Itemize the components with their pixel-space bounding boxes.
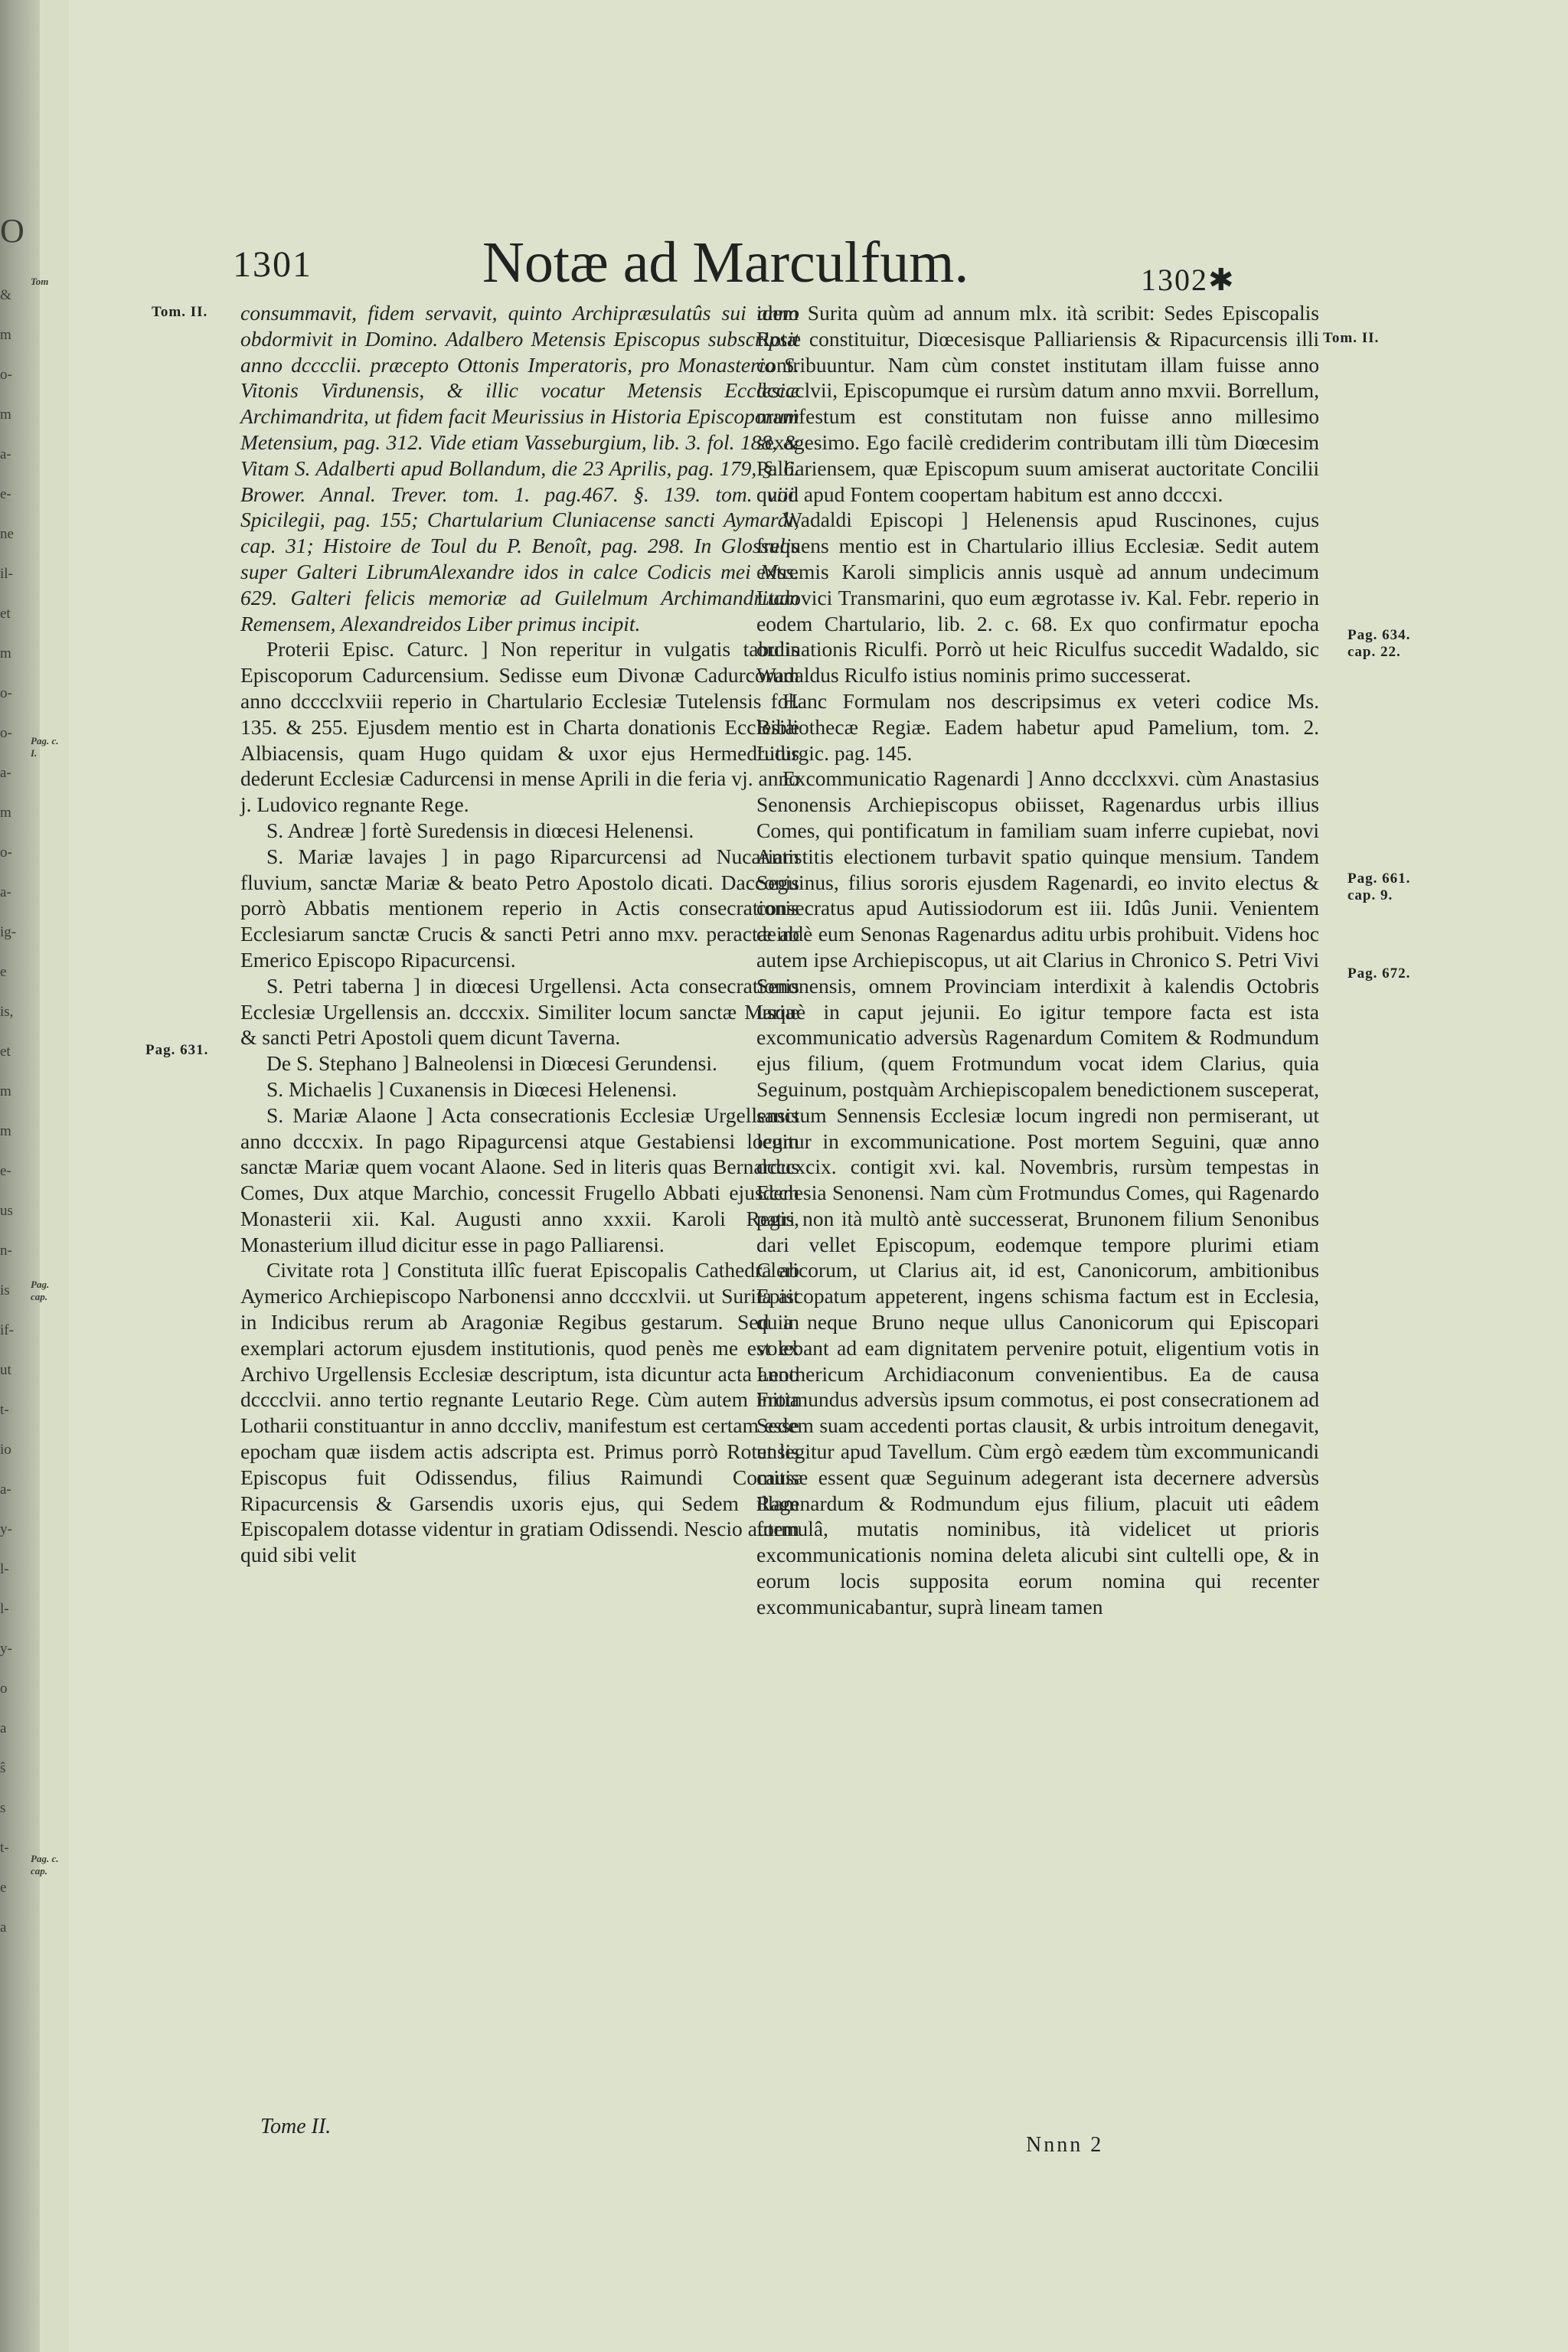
page-number-right: 1302✱ [1141,263,1236,297]
gutter-text-fragment: o- [0,725,12,741]
gutter-text-fragment: is, [0,1004,14,1020]
margin-note-page-right: Pag. 634. [1348,627,1411,643]
paragraph: consummavit, fidem servavit, quinto Archipræsulatûs sui anno obdormivit in Domino. Adalbero Metensis Episcopus subscripsit anno dcccclii. præcepto Ottonis Imperatoris, pro Monasterio S. Vitonis Virdunensis, & illic vocatur Metensis Ecclesiæ Archimandrita, ut fidem facit Meurissius in Historia Episcoporum Metensium, pag. 312. Vide etiam Vasseburgium, lib. 3. fol. 188, & Vitam S. Adalberti apud Bollandum, die 23 Aprilis, pag. 179, §. 6. Brower. Annal. Trever. tom. 1. pag.467. §. 139. tom. viii. Spicilegii, pag. 155; Chartularium Cluniacense sancti Aymardi, cap. 31; Histoire de Toul du P. Benoît, pag. 298. In Glossulis super Galteri LibrumAlexandre idos in calce Codicis mei Mss. 629. Galteri felicis memoriæ ad Guilelmum Archimandritam Remensem, Alexandreidos Liber primus incipit. [240,301,799,635]
gutter-margin-label: Pag. c. cap. [31,1853,59,1877]
margin-note-page-right: Pag. 672. [1348,965,1411,982]
gutter-text-fragment: e [0,1880,7,1896]
left-column [240,300,799,1568]
margin-note-cap-right: cap. 22. [1348,644,1401,660]
gutter-text-fragment: a [0,1720,7,1736]
gutter-text-fragment: m [0,327,11,343]
right-column [756,300,1319,1620]
gutter-text-fragment: l- [0,1561,9,1577]
gutter-text-fragment: a- [0,765,11,781]
gutter-text-fragment: ut [0,1362,11,1378]
gutter-text-fragment: o [0,1681,8,1697]
footer-tome: Tome II. [260,2115,332,2138]
paragraph: idem Surita quùm ad annum mlx. ità scribit: Sedes Episcopalis Rotæ constituitur, Diœcesisque Palliariensis & Ripacurcensis illi contribuuntur. Nam cùm constet institutam illam fuisse anno dcccclvii, Episcopumque ei rursùm datum anno mxvii. Borrellum, manifestum est constitutam non fuisse anno millesimo sexagesimo. Ego facilè crediderim contributam illi tùm Diœcesim Palliariensem, quæ Episcopum suum amiserat auctoritate Concilii quod apud Fontem coopertam habitum est anno dcccxi. [756,301,1319,506]
gutter-text-fragment: et [0,1044,11,1060]
gutter-text-fragment: a [0,1919,7,1936]
gutter-text-fragment: io [0,1442,11,1458]
paragraph: Proterii Episc. Caturc. ] Non reperitur in vulgatis tabulis Episcoporum Cadurcensium. Sedisse eum Divonæ Cadurcorum anno dcccclxviii reperio in Chartulario Ecclesiæ Tutelensis fol. 135. & 255. Ejusdem mentio est in Charta donationis Ecclesiæ Albiacensis, quam Hugo quidam & uxor ejus Hermedrudis dederunt Ecclesiæ Cadurcensi in mense Aprili in die feria vj. anno j. Ludovico regnante Rege. [240,637,799,817]
gutter-big-char: O [0,212,24,250]
gutter-text-fragment: is [0,1282,10,1298]
paragraph: Civitate rota ] Constituta illîc fuerat Episcopalis Cathedra ab Aymerico Archiepiscopo Narbonensi anno dcccxlvii. ut Surita ait in Indicibus rerum ab Aragoniæ Regibus gestarum. Sed in exemplari actorum ejusdem institutionis, quod penès me est ex Archivo Urgellensis Ecclesiæ descriptum, ista dicuntur acta anno dcccclvii. anno tertio regnante Leutario Rege. Cùm autem initia Lotharii constituantur in anno dcccliv, manifestum est certam esse epocham quæ iisdem actis adscripta est. Primus porrò Rotensis Episcopus fuit Odissendus, filius Raimundi Comitis Ripacurcensis & Garsendis uxoris ejus, qui Sedem illam Episcopalem dotasse videntur in gratiam Odissendi. Nescio autem quid sibi velit [240,1258,799,1567]
page-title: Notæ ad Marculfum. [482,230,969,295]
gutter-text-fragment: ŝ [0,1760,6,1776]
gutter-text-fragment: o- [0,685,12,701]
gutter-text-fragment: ig- [0,924,17,940]
gutter-margin-label: Tom [31,276,49,287]
gutter-margin-label: Pag. cap. [31,1279,50,1302]
paragraph: S. Michaelis ] Cuxanensis in Diœcesi Helenensi. [266,1076,678,1101]
gutter-text-fragment: l- [0,1601,9,1617]
margin-note-page-right: Pag. 661. [1348,871,1411,887]
gutter-text-fragment: o- [0,844,12,861]
page-number-left: 1301 [233,244,312,285]
gutter-text-fragment: et [0,606,11,622]
footer-signature: Nnnn 2 [1026,2133,1104,2157]
paragraph: S. Mariæ Alaone ] Acta consecrationis Ecclesiæ Urgellensis anno dcccxix. In pago Ripagurcensi atque Gestabiensi locum sanctæ Mariæ quem vocant Alaone. Sed in literis quas Bernardus Comes, Dux atque Marchio, concessit Frugello Abbati ejusdem Monasterii xii. Kal. Augusti anno xxxii. Karoli Regis, Monasterium illud dicitur esse in pago Palliarensi. [240,1102,799,1256]
gutter-text-fragment: e- [0,1163,11,1179]
gutter-text-fragment: o- [0,367,12,383]
gutter-text-fragment: m [0,805,11,821]
gutter-text-fragment: y- [0,1641,12,1657]
gutter-text-fragment: t- [0,1402,9,1418]
gutter-text-fragment: a- [0,884,11,900]
gutter-text-fragment: m [0,1083,11,1099]
paragraph: S. Petri taberna ] in diœcesi Urgellensi. Acta consecrationis Ecclesiæ Urgellensis an. dcccxix. Similiter locum sanctæ Mariæ & sancti Petri Apostoli quem dicunt Taverna. [240,973,799,1050]
gutter-text-fragment: s [0,1800,6,1816]
gutter-text-fragment: e [0,964,7,980]
gutter-text-fragment: & [0,287,11,303]
gutter-text-fragment: m [0,1123,11,1139]
paragraph: Wadaldi Episcopi ] Helenensis apud Ruscinones, cujus frequens mentio est in Chartulario illius Ecclesiæ. Sedit autem extremis Karoli simplicis annis usquè ad annum undecimum Ludovici Transmarini, quo eum ægrotasse iv. Kal. Febr. reperio in eodem Chartulario, lib. 2. c. 68. Ex quo confirmatur epocha ordinationis Riculfi. Porrò ut heic Riculfus succedit Wadaldo, sic Wadaldus Riculfo istius nominis primo successerat. [756,508,1319,688]
margin-note-tome-left: Tom. II. [152,304,208,320]
margin-note-tome-right: Tom. II. [1323,330,1380,346]
gutter-text-fragment: a- [0,446,11,462]
gutter-text-fragment: ne [0,526,14,542]
gutter-text-fragment: y- [0,1521,12,1537]
gutter-text-fragment: n- [0,1243,12,1259]
gutter-text-fragment: if- [0,1322,14,1338]
gutter-text-fragment: us [0,1203,13,1219]
gutter-text-fragment: t- [0,1840,9,1856]
gutter-text-fragment: a- [0,1481,11,1498]
gutter-text-fragment: m [0,407,11,423]
paragraph: S. Andreæ ] fortè Suredensis in diœcesi Helenensi. [266,818,694,842]
paragraph: Hanc Formulam nos descripsimus ex veteri codice Ms. Bibliothecæ Regiæ. Eadem habetur apud Pamelium, tom. 2. Liturgic. pag. 145. [756,688,1319,765]
paragraph: De S. Stephano ] Balneolensi in Diœcesi Gerundensi. [266,1051,717,1076]
gutter-text-fragment: m [0,645,11,662]
book-page [69,0,1568,2352]
paragraph: Excommunicatio Ragenardi ] Anno dccclxxvi. cùm Anastasius Senonensis Archiepiscopus obiisset, Ragenardus urbis illius Comes, qui pontificatum in familiam suam inferre cupiebat, novi Antistitis electionem turbavit spatio quinque mensium. Tandem Seguinus, filius sororis ejusdem Ragenardi, eo invito electus & consecratus apud Autissiodorum est iii. Idûs Junii. Venientem deindè eum Senonas Ragenardus aditu urbis prohibuit. Videns hoc autem ipse Archiepiscopus, ut ait Clarius in Chronico S. Petri Vivi Senonensis, omnem Provinciam interdixit à kalendis Octobris usquè in caput jejunii. Eo igitur tempore facta est ista excommunicatio adversùs Ragenardum Comitem & Rodmundum ejus filium, (quem Frotmundum vocat idem Clarius, quia Seguinum, postquàm Archiepiscopalem benedictionem susceperat, sanctum Sennensis Ecclesiæ locum ingredi non permiserant, ut legitur in excommunicatione. Post mortem Seguini, quæ anno dcccxcix. contigit xvi. kal. Novembris, rursùm tempestas in Ecclesia Senonensi. Nam cùm Frotmundus Comes, qui Ragenardo patri non ità multò antè successerat, Brunonem filium Senonibus dari vellet Episcopum, eodemque tempore plurimi etiam Clericorum, ut Clarius ait, id est, Canonicorum, ambitionibus Episcopatum appeterent, ingens schisma factum est in Ecclesia, quia neque Bruno neque ullus Canonicorum qui Episcopari volebant ad eam dignitatem pervenire potuit, eligentium votis in Leothericum Archidiaconum convenientibus. Ea de causa Frotmundus adversùs ipsum commotus, ei post consecrationem ad Sedem suam accedenti portas clausit, & urbis introitum denegavit, ut legitur apud Tavellum. Cùm ergò eædem tùm excommunicandi causæ essent quæ Seguinum adegerant ista decernere adversùs Ragenardum & Rodmundum ejus filium, placuit uti eâdem formulâ, mutatis nominibus, ità videlicet ut prioris excommunicationis nomina deleta alicubi sint cultelli ope, & in eorum locis supposita eorum nomina qui recenter excommunicabantur, suprà lineam tamen [756,766,1319,1619]
gutter-text-fragment: il- [0,566,13,582]
paragraph: S. Mariæ lavajes ] in pago Riparcurcensi ad Nucariam fluvium, sanctæ Mariæ & beato Petro Apostolo dicati. Dacconis porrò Abbatis mentionem reperio in Actis consecrationis Ecclesiarum sanctæ Crucis & sancti Petri anno mxv. peractæ ab Emerico Episcopo Ripacurcensi. [240,844,799,972]
margin-note-cap-right: cap. 9. [1348,887,1393,903]
previous-page-fragment [0,0,63,2352]
gutter-margin-label: Pag. c. I. [31,735,59,759]
gutter-text-fragment: e- [0,486,11,502]
margin-note-page-left: Pag. 631. [145,1042,209,1058]
